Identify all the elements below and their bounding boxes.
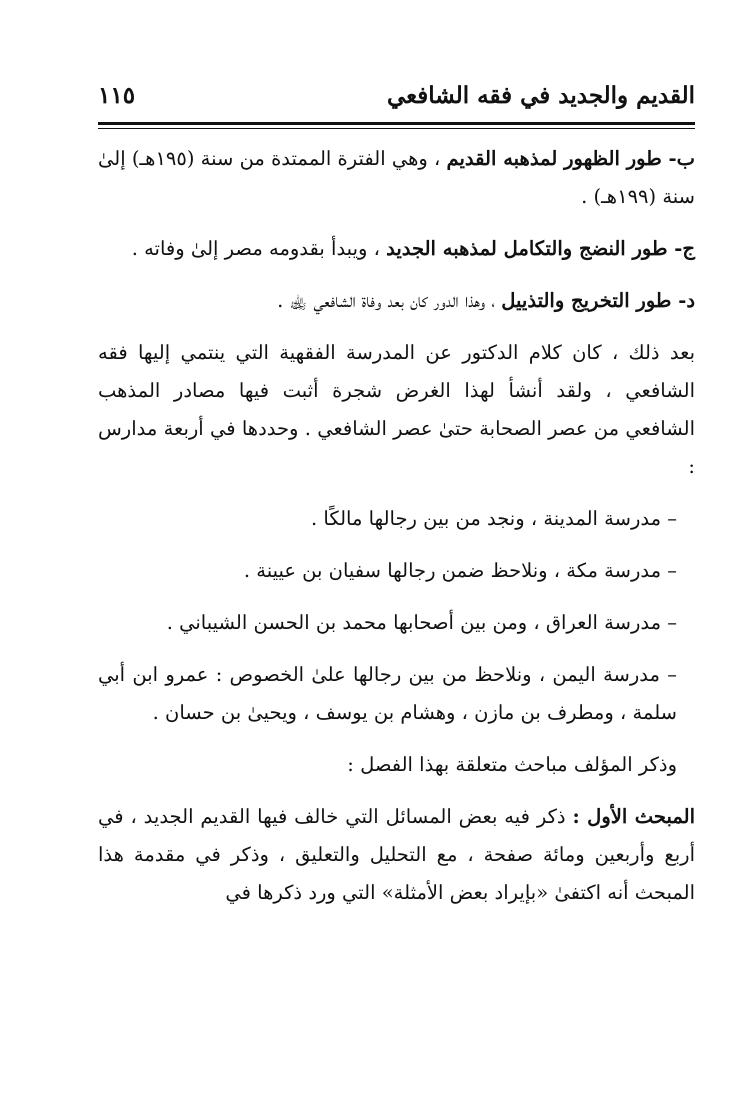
school-iraq: – مدرسة العراق ، ومن بين أصحابها محمد بن الحسن الشيباني . [166,611,677,634]
running-title: القديم والجديد في فقه الشافعي [386,82,695,109]
paragraph-schools-intro: بعد ذلك ، كان كلام الدكتور عن المدرسة الفقهية التي ينتمي إليها فقه الشافعي ، ولقد أنشأ لهذا الغرض شجرة أثبت فيها مصادر المذهب الشافعي من عصر الصحابة حتىٰ عصر الشافعي . وحددها في أربعة مدارس : [98,341,695,478]
stage-c-text: ، ويبدأ بقدومه مصر إلىٰ وفاته . [131,237,380,260]
paragraph-sections-intro: وذكر المؤلف مباحث متعلقة بهذا الفصل : [347,753,677,776]
stage-c-heading: ج- طور النضج والتكامل لمذهبه الجديد [386,237,695,260]
page-number: ١١٥ [98,82,136,109]
stage-b-heading: ب- طور الظهور لمذهبه القديم [446,147,695,170]
paragraph-stage-d [98,282,695,320]
paragraph-stage-c [98,230,695,268]
stage-d-heading: د- طور التخريج والتذييل [501,289,695,312]
first-section-heading: المبحث الأول : [572,805,696,828]
page-header [98,82,695,122]
header-rule-thin [98,128,695,129]
paragraph-stage-b [98,140,695,216]
school-yemen: – مدرسة اليمن ، ونلاحظ من بين رجالها علىٰ الخصوص : عمرو ابن أبي سلمة ، ومطرف بن مازن ، وهشام بن يوسف ، ويحيىٰ بن حسان . [98,663,677,724]
school-makkah: – مدرسة مكة ، ونلاحظ ضمن رجالها سفيان بن عيينة . [243,559,677,582]
page-body [98,140,695,912]
school-madinah: – مدرسة المدينة ، ونجد من بين رجالها مالكًا . [311,507,677,530]
stage-b-text: ، وهي الفترة الممتدة من سنة (١٩٥هـ) إلىٰ سنة (١٩٩هـ) . [98,147,695,208]
stage-d-text: ، وهذا الدور كان بعد وفاة الشافعي ﵀ . [277,289,496,312]
paragraph-first-section [98,798,695,912]
header-rule-thick [98,122,695,125]
first-section-text: ذكر فيه بعض المسائل التي خالف فيها القديم الجديد ، في أربع وأربعين ومائة صفحة ، مع التحليل والتعليق ، وذكر في مقدمة هذا المبحث أنه اكتفىٰ «بإيراد بعض الأمثلة» التي ورد ذكرها في [98,805,695,904]
